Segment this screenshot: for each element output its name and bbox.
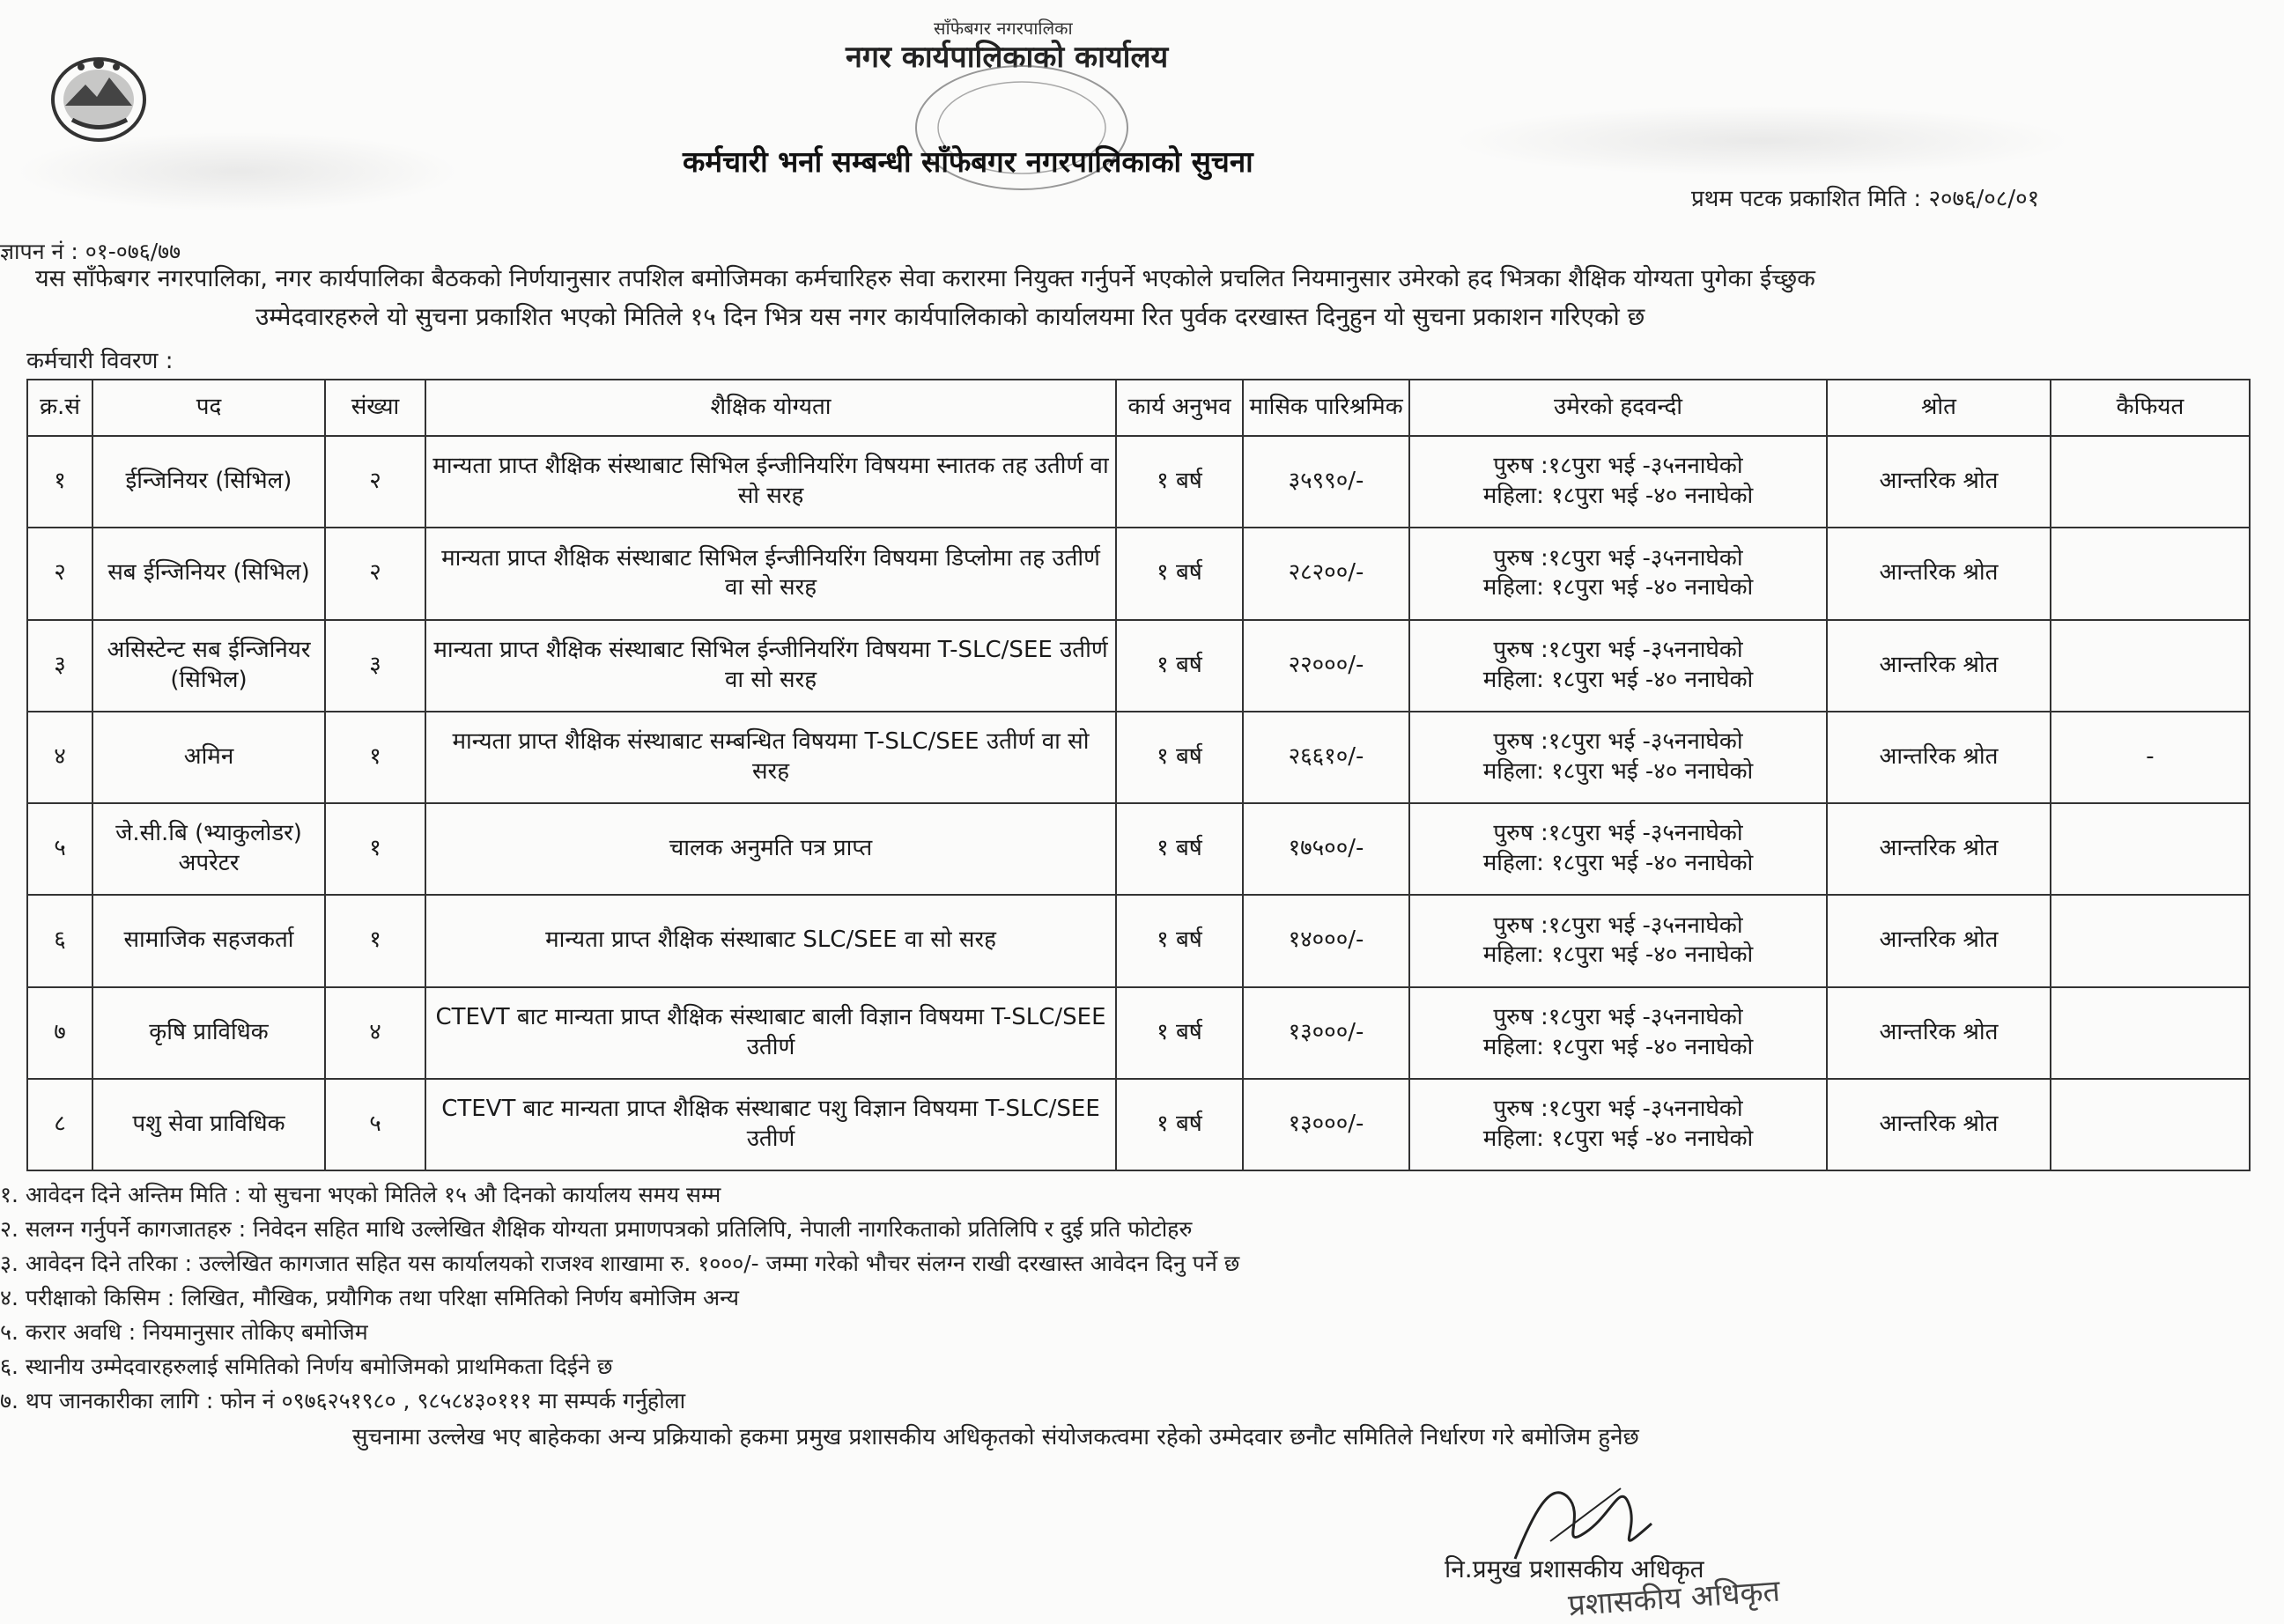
staff-table [26, 379, 2251, 1171]
table-row [27, 620, 2250, 712]
table-row [27, 803, 2250, 895]
cell-salary: १४०००/- [1243, 895, 1409, 986]
cell-sn: ३ [27, 620, 92, 712]
notice-title: कर्मचारी भर्ना सम्बन्धी साँफेबगर नगरपालिकाको सुचना [683, 144, 1253, 179]
cell-salary: २८२००/- [1243, 528, 1409, 619]
table-row [27, 436, 2250, 528]
cell-remarks: - [2051, 712, 2250, 803]
cell-experience: १ बर्ष [1116, 1079, 1243, 1170]
header-qualification: शैक्षिक योग्यता [425, 380, 1116, 436]
signatory-title: नि.प्रमुख प्रशासकीय अधिकृत [1445, 1554, 1704, 1583]
age-male: पुरुष :१८पुरा भई -३५ननाघेको [1493, 453, 1743, 480]
table-row [27, 987, 2250, 1079]
age-male: पुरुष :१८पुरा भई -३५ननाघेको [1493, 912, 1743, 939]
header-experience: कार्य अनुभव [1116, 380, 1243, 436]
cell-salary: २६६१०/- [1243, 712, 1409, 803]
cell-age-limit [1409, 712, 1827, 803]
cell-experience: १ बर्ष [1116, 803, 1243, 895]
cell-sn: ५ [27, 803, 92, 895]
table-header-row [27, 380, 2250, 436]
cell-count: १ [325, 712, 425, 803]
cell-qualification: मान्यता प्राप्त शैक्षिक संस्थाबाट सिभिल ईन्जीनियरिंग विषयमा T-SLC/SEE उतीर्ण वा सो सरह [425, 620, 1116, 712]
cell-age-limit [1409, 528, 1827, 619]
cell-salary: १३०००/- [1243, 987, 1409, 1079]
cell-count: २ [325, 528, 425, 619]
cell-remarks [2051, 620, 2250, 712]
cell-salary: १७५००/- [1243, 803, 1409, 895]
cell-age-limit [1409, 436, 1827, 528]
header-remarks: कैफियत [2051, 380, 2250, 436]
cell-post: सामाजिक सहजकर्ता [92, 895, 325, 986]
age-female: महिला: १८पुरा भई -४० ननाघेको [1482, 1125, 1754, 1152]
cell-qualification: CTEVT बाट मान्यता प्राप्त शैक्षिक संस्थाबाट बाली विज्ञान विषयमा T-SLC/SEE उतीर्ण [425, 987, 1116, 1079]
cell-sn: ४ [27, 712, 92, 803]
cell-sn: ६ [27, 895, 92, 986]
cell-post: पशु सेवा प्राविधिक [92, 1079, 325, 1170]
age-female: महिला: १८पुरा भई -४० ननाघेको [1482, 757, 1754, 785]
cell-experience: १ बर्ष [1116, 712, 1243, 803]
cell-post: असिस्टेन्ट सब ईन्जिनियर (सिभिल) [92, 620, 325, 712]
note-item: ५. करार अवधि : नियमानुसार तोकिए बमोजिम [0, 1319, 368, 1345]
cell-remarks [2051, 528, 2250, 619]
age-female: महिला: १८पुरा भई -४० ननाघेको [1482, 483, 1754, 510]
cell-post: अमिन [92, 712, 325, 803]
table-row [27, 712, 2250, 803]
cell-remarks [2051, 1079, 2250, 1170]
cell-qualification: मान्यता प्राप्त शैक्षिक संस्थाबाट सिभिल ईन्जीनियरिंग विषयमा डिप्लोमा तह उतीर्ण वा सो सरह [425, 528, 1116, 619]
cell-count: ४ [325, 987, 425, 1079]
cell-qualification: CTEVT बाट मान्यता प्राप्त शैक्षिक संस्थाबाट पशु विज्ञान विषयमा T-SLC/SEE उतीर्ण [425, 1079, 1116, 1170]
cell-source: आन्तरिक श्रोत [1827, 436, 2051, 528]
header-post: पद [92, 380, 325, 436]
note-item: ३. आवेदन दिने तरिका : उल्लेखित कागजात सहित यस कार्यालयको राजश्व शाखामा रु. १०००/- जम्मा गरेको भौचर संलग्न राखी दरखास्त आवेदन दिनु पर्ने छ [0, 1251, 1240, 1276]
note-item: ६. स्थानीय उम्मेदवारहरुलाई समितिको निर्णय बमोजिमको प्राथमिकता दिईने छ [0, 1354, 613, 1379]
age-female: महिला: १८पुरा भई -४० ननाघेको [1482, 850, 1754, 877]
note-item: ४. परीक्षाको किसिम : लिखित, मौखिक, प्रयौगिक तथा परिक्षा समितिको निर्णय बमोजिम अन्य [0, 1285, 740, 1310]
cell-remarks [2051, 803, 2250, 895]
cell-experience: १ बर्ष [1116, 987, 1243, 1079]
cell-age-limit [1409, 620, 1827, 712]
cell-experience: १ बर्ष [1116, 528, 1243, 619]
cell-remarks [2051, 987, 2250, 1079]
cell-qualification: चालक अनुमति पत्र प्राप्त [425, 803, 1116, 895]
cell-salary: ३५९९०/- [1243, 436, 1409, 528]
cell-sn: २ [27, 528, 92, 619]
cell-source: आन्तरिक श्रोत [1827, 987, 2051, 1079]
cell-qualification: मान्यता प्राप्त शैक्षिक संस्थाबाट सिभिल ईन्जीनियरिंग विषयमा स्नातक तह उतीर्ण वा सो सरह [425, 436, 1116, 528]
cell-age-limit [1409, 987, 1827, 1079]
age-male: पुरुष :१८पुरा भई -३५ननाघेको [1493, 1003, 1743, 1030]
nepal-emblem-icon [46, 51, 152, 148]
cell-age-limit [1409, 803, 1827, 895]
age-male: पुरुष :१८पुरा भई -३५ननाघेको [1493, 820, 1743, 847]
intro-text-line1: यस साँफेबगर नगरपालिका, नगर कार्यपालिका बैठकको निर्णयानुसार तपशिल बमोजिमका कर्मचारिहरु सेवा करारमा नियुक्त गर्नुपर्ने भएकोले प्रचलित नियमानुसार उमेरको हद भित्रका शैक्षिक योग्यता पुगेका ईच्छुक [35, 265, 1815, 292]
cell-count: १ [325, 803, 425, 895]
age-male: पुरुष :१८पुरा भई -३५ननाघेको [1493, 636, 1743, 663]
cell-count: ५ [325, 1079, 425, 1170]
signatory-stamp: प्रशासकीय अधिकृत [1567, 1573, 1782, 1624]
cell-post: कृषि प्राविधिक [92, 987, 325, 1079]
table-row [27, 895, 2250, 986]
stamp-top-text: साँफेबगर नगरपालिका [934, 18, 1073, 39]
cell-sn: ७ [27, 987, 92, 1079]
scan-smudge [1453, 106, 2070, 176]
age-male: पुरुष :१८पुरा भई -३५ननाघेको [1493, 728, 1743, 756]
cell-source: आन्तरिक श्रोत [1827, 620, 2051, 712]
header-salary: मासिक पारिश्रमिक [1243, 380, 1409, 436]
header-count: संख्या [325, 380, 425, 436]
age-female: महिला: १८पुरा भई -४० ननाघेको [1482, 941, 1754, 969]
cell-experience: १ बर्ष [1116, 620, 1243, 712]
cell-sn: १ [27, 436, 92, 528]
cell-remarks [2051, 895, 2250, 986]
notes-list [0, 1177, 1239, 1418]
age-male: पुरुष :१८पुरा भई -३५ननाघेको [1493, 544, 1743, 572]
reference-number: ज्ञापन नं : ०१-०७६/७७ [0, 239, 181, 264]
cell-count: ३ [325, 620, 425, 712]
cell-qualification: मान्यता प्राप्त शैक्षिक संस्थाबाट SLC/SEE वा सो सरह [425, 895, 1116, 986]
cell-post: जे.सी.बि (भ्याकुलोडर) अपरेटर [92, 803, 325, 895]
header-sn: क्र.सं [27, 380, 92, 436]
cell-source: आन्तरिक श्रोत [1827, 712, 2051, 803]
cell-salary: १३०००/- [1243, 1079, 1409, 1170]
note-item: ७. थप जानकारीका लागि : फोन नं ०९७६२५१९८० , ९८५८४३०१११ मा सम्पर्क गर्नुहोला [0, 1388, 686, 1414]
cell-remarks [2051, 436, 2250, 528]
office-title: नगर कार्यपालिकाको कार्यालय [846, 40, 1169, 75]
header-source: श्रोत [1827, 380, 2051, 436]
table-row [27, 1079, 2250, 1170]
cell-age-limit [1409, 1079, 1827, 1170]
cell-post: सब ईन्जिनियर (सिभिल) [92, 528, 325, 619]
cell-sn: ८ [27, 1079, 92, 1170]
table-row [27, 528, 2250, 619]
closing-statement: सुचनामा उल्लेख भए बाहेकका अन्य प्रक्रियाको हकमा प्रमुख प्रशासकीय अधिकृतको संयोजकत्वमा रहेको उम्मेदवार छनौट समितिले निर्धारण गरे बमोजिम हुनेछ [352, 1424, 1639, 1451]
age-female: महिला: १८पुरा भई -४० ननाघेको [1482, 1033, 1754, 1060]
age-male: पुरुष :१८पुरा भई -३५ननाघेको [1493, 1096, 1743, 1123]
age-female: महिला: १८पुरा भई -४० ननाघेको [1482, 666, 1754, 693]
cell-source: आन्तरिक श्रोत [1827, 1079, 2051, 1170]
cell-post: ईन्जिनियर (सिभिल) [92, 436, 325, 528]
cell-experience: १ बर्ष [1116, 895, 1243, 986]
published-date: प्रथम पटक प्रकाशित मिति : २०७६/०८/०१ [1691, 186, 2040, 212]
cell-qualification: मान्यता प्राप्त शैक्षिक संस्थाबाट सम्बन्धित विषयमा T-SLC/SEE उतीर्ण वा सो सरह [425, 712, 1116, 803]
note-item: १. आवेदन दिने अन्तिम मिति : यो सुचना भएको मितिले १५ औ दिनको कार्यालय समय सम्म [0, 1182, 721, 1207]
table-caption: कर्मचारी विवरण : [26, 348, 174, 374]
cell-count: २ [325, 436, 425, 528]
cell-age-limit [1409, 895, 1827, 986]
cell-salary: २२०००/- [1243, 620, 1409, 712]
intro-text-line2: उम्मेदवारहरुले यो सुचना प्रकाशित भएको मितिले १५ दिन भित्र यस नगर कार्यपालिकाको कार्यालयमा रित पुर्वक दरखास्त दिनुहुन यो सुचना प्रकाशन गरिएको छ [255, 302, 1645, 331]
cell-count: १ [325, 895, 425, 986]
note-item: २. सलग्न गर्नुपर्ने कागजातहरु : निवेदन सहित माथि उल्लेखित शैक्षिक योग्यता प्रमाणपत्रको प्रतिलिपि, नेपाली नागरिकताको प्रतिलिपि र दुई प्रति फोटोहरु [0, 1216, 1193, 1242]
cell-source: आन्तरिक श्रोत [1827, 895, 2051, 986]
header-age-limit: उमेरको हदवन्दी [1409, 380, 1827, 436]
cell-experience: १ बर्ष [1116, 436, 1243, 528]
cell-source: आन्तरिक श्रोत [1827, 803, 2051, 895]
age-female: महिला: १८पुरा भई -४० ननाघेको [1482, 574, 1754, 602]
cell-source: आन्तरिक श्रोत [1827, 528, 2051, 619]
